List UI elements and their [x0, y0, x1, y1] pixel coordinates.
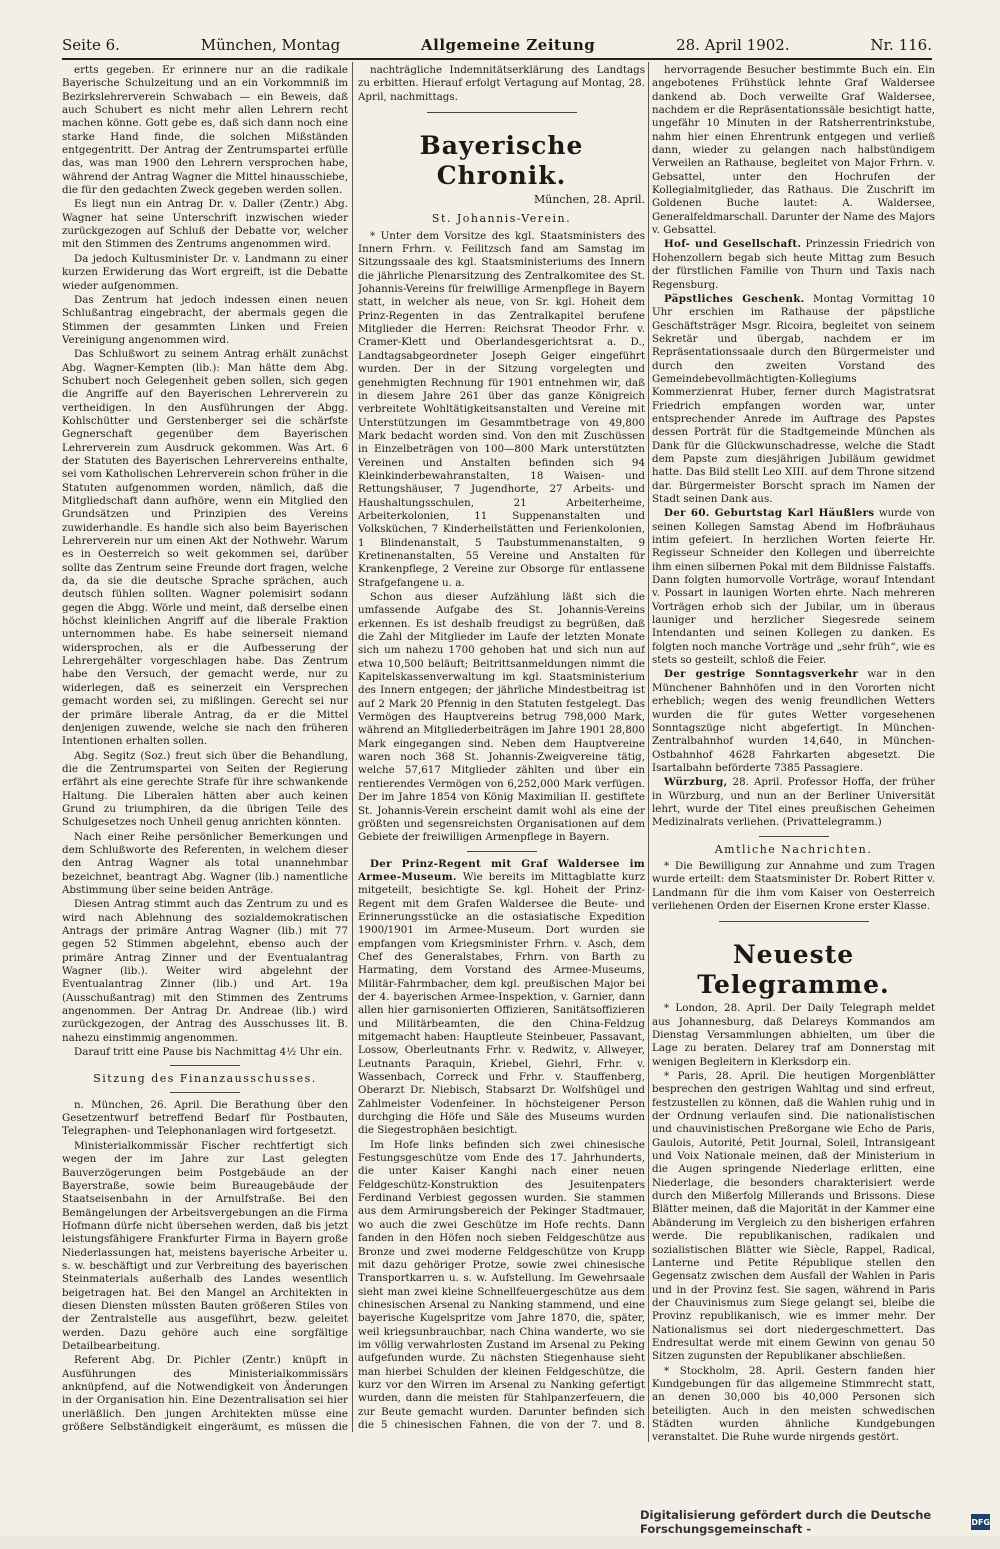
item-text: Wie bereits im Mittagblatte kurz mitgeteilt, besichtigte Se. kgl. Hoheit der Prinz-Regent mit dem Grafen Waldersee die Beute- und Erinnerungsstücke an die ostasiatische Expedition 1900/1901 im Armee-Museum. Dort wurden sie empfangen vom Kriegsminister Frhrn. v. Asch, dem Chef des Generalstabes, Frhrn. von Barth zu Harmating, dem Vorstand des Armee-Museums, Militär-Fahrmbacher, dem kgl. preußischen Major bei der 4. bayerischen Armee-Inspektion, v. Garnier, dann allen hier garnisonierten Offizieren, Sanitätsoffizieren und Militärbeamten, die den China-Feldzug mitgemacht haben: Hauptleute Steinbeuer, Passavant, Lossow, Oberleutnants Frhr. v. Redwitz, v. Allweyer, Leutnants Paraquin, Kriebel, Giehrl, Frhr. v. Wassenbach, Correck und Frhr. v. Stauffenberg, Oberarzt Dr. Niebisch, Stabsarzt Dr. Wolfshügel und Zahlmeister Vodenfeiner. In höchsteigener Person durchging die Höfe und Säle des Museums wurden die Siegestrophäen besichtigt. [358, 870, 645, 1137]
paragraph: Nach einer Reihe persönlicher Bemerkungen und dem Schlußworte des Referenten, in welchem dieser den Antrag Wagner als total unannehmbar bezeichnet, beantragt Abg. Wagner (lib.) namentliche Abstimmung über seine beiden Anträge. [62, 830, 348, 896]
divider [719, 921, 869, 922]
section-heading: Sitzung des Finanzausschusses. [93, 1072, 317, 1086]
paragraph: Diesen Antrag stimmt auch das Zentrum zu und es wird nach Ablehnung des sozialdemokratischen Antrags der primäre Antrag Wagner (lib.) mit 77 gegen 52 Stimmen abgelehnt, ebenso auch der primäre Antrag Zinner und der Eventualantrag Wagner (lib.). Weiter wird abgelehnt der Eventualantrag Zinner (lib.) und Art. 19a (Ausschußantrag) mit den Stimmen des Zentrums angenommen. Der Antrag Dr. Andreae (lib.) wird zurückgezogen, der Antrag des Ausschusses lit. B. nahezu einstimmig angenommen. [62, 898, 348, 1044]
paragraph: Referent Abg. Dr. Pichler (Zentr.) knüpft in Ausführungen des Ministerialkommissärs anknüpfend, auf die Notwendigkeit von Änderungen in der Organisation hin. Eine Dezentralisation sei hier unerläßlich. Den jungen Architekten müsse eine größere Selbständigkeit eingeräumt, es müssen die [62, 1354, 348, 1434]
section-heading: Amtliche Nachrichten. [714, 842, 873, 856]
issue-number: Nr. 116. [870, 36, 932, 54]
news-item [652, 507, 935, 667]
column-rule-1 [352, 62, 353, 1432]
paragraph: Im Hofe links befinden sich zwei chinesische Festungsgeschütze vom Ende des 17. Jahrhunderts, die unter Kaiser Kanghi nach einer neuen Feldgeschütz-Konstruktion des Jesuitenpaters Ferdinand Verbiest gegossen wurden. Sie stammen aus dem Armirungsbereich der Pekinger Stadtmauer, wo auch die zwei Geschütze im Hofe rechts. Dann fanden in den Höfen noch sieben Feldgeschütze aus Bronze und zwei moderne Feldgeschütze von Krupp mit dazu gehöriger Protze, sowie zwei chinesische Transportkarren u. s. w. Aufstellung. Im Gewehrsaale sieht man zwei kleine Schnellfeuergeschütze aus dem chinesischen Arsenal zu Nanking stammend, und eine bayerische Kugelspritze vom Jahre 1870, die, später, weil kriegsunbrauchbar, nach China wanderte, wo sie im völlig verwahrlosten Zustand im Arsenal zu Peking aufgefunden wurde. Zu nächsten Stiegenhause sieht man hierbei Schulden der kleinen Feldgeschütze, die kurz vor den Wirren im Arsenal zu Nanking gefertigt wurden, dann die meisten für Stahlpanzerfeuern, die zur Beute gemacht wurden. Darunter befinden sich die 5 chinesischen Fahnen, die von der 7. und 8. [358, 1138, 645, 1429]
news-item [652, 776, 935, 829]
news-item [652, 293, 935, 507]
digitization-credit [640, 1508, 990, 1536]
column-landtag [62, 64, 348, 1434]
column-rule-2 [648, 62, 649, 1442]
newspaper-title: Allgemeine Zeitung [420, 36, 596, 54]
paragraph: * Die Bewilligung zur Annahme und zum Tragen wurde erteilt: dem Staatsminister Dr. Robert Ritter v. Landmann für die ihm vom Kaiser von Oesterreich verliehenen Orden der Eisernen Krone erster Klasse. [652, 859, 935, 912]
credit-text: Digitalisierung gefördert durch die Deutsche Forschungsgemeinschaft - [640, 1508, 932, 1536]
dateline: München, 28. April. [533, 193, 645, 207]
item-heading: Der gestrige Sonntagsverkehr [664, 668, 859, 681]
news-item [358, 858, 645, 1138]
section-title-telegramme: Neueste Telegramme. [697, 940, 890, 1000]
divider [759, 836, 829, 837]
page-header [62, 30, 932, 60]
news-item [652, 668, 935, 775]
paragraph: Schon aus dieser Aufzählung läßt sich die umfassende Aufgabe des St. Johannis-Vereins erkennen. Es ist deshalb freudigst zu begrüßen, daß die Zahl der Mitglieder im Laufe der letzten Monate sich um nahezu 1700 gehoben hat und sich nun auf etwa 10,500 beläuft; Beitrittsanmeldungen nimmt die Kapitelskassenverwaltung im kgl. Staatsministerium des Innern entgegen; der jährliche Mindestbeitrag ist auf 2 Mark 20 Pfennig in den Statuten festgelegt. Das Vermögen des Hauptvereins betrug 798,000 Mark, während an Mitgliederbeiträgen im Jahre 1901 28,800 Mark eingegangen sind. Neben dem Hauptvereine waren noch 368 St. Johannis-Zweigvereine tätig, welche 57,617 Mitglieder zählten und über ein rentierendes Vermögen von 6,252,000 Mark verfügen. Der im Jahre 1854 von König Maximilian II. gestiftete St. Johannis-Verein erscheint damit wohl als eine der größten und segensreichsten Organisationen auf dem Gebiete der freiwilligen Armenpflege in Bayern. [358, 591, 645, 844]
page-number: Seite 6. [62, 36, 120, 54]
item-heading: Hof- und Gesellschaft. [664, 238, 802, 251]
item-text: 28. April. Professor Hoffa, der früher in Würzburg, und nun an der Berliner Universität lehrt, wurde der Titel eines preußischen Geheimen Medizinalrats verliehen. (Privattelegramm.) [652, 776, 935, 829]
divider [427, 112, 577, 113]
divider [170, 1065, 240, 1066]
paragraph: hervorragende Besucher bestimmte Buch ein. Ein angebotenes Frühstück lehnte Graf Waldersee dankend ab. Doch verweilte Graf Waldersee, nachdem er die Repräsentationssäle besichtigt hatte, ungefähr 10 Minuten in der Ratsherrentrinkstube, nahm hier einen Ehrentrunk entgegen und verließ dann, wieder zu gelangen nach halbstündigem Verweilen an Rathause, begleitet von Major Frhrn. v. Gebsattel, unter den Hochrufen der Kollegialmitglieder, das Rathaus. Die Zuschrift im Goldenen Buche lautet: A. Waldersee, Generalfeldmarschall. Darunter der Name des Majors v. Gebsattel. [652, 64, 935, 237]
news-item [652, 238, 935, 291]
footer-bar [0, 1536, 1000, 1549]
item-heading: Würzburg, [664, 776, 728, 789]
paragraph: Es liegt nun ein Antrag Dr. v. Daller (Zentr.) Abg. Wagner hat seine Unterschrift inzwischen wieder zurückgezogen auf Schluß der Debatte vor, welcher mit den Stimmen des Zentrums angenommen wird. [62, 198, 348, 251]
column-chronik [358, 64, 645, 1429]
paragraph: n. München, 26. April. Die Berathung über den Gesetzentwurf betreffend Bedarf für Postbauten, Telegraphen- und Telephonanlagen wird fortgesetzt. [62, 1098, 348, 1138]
item-text: Montag Vormittag 10 Uhr erschien im Rathause der päpstliche Geschäftsträger Msgr. Ricoira, begleitet von seinem Sekretär und übergab, nachdem er im Repräsentationssaale durch den Bürgermeister und durch den zweiten Vorstand des Gemeindebevollmächtigten-Kollegiums Kommerzienrat Huber, ferner durch Magistratsrat Friedrich empfangen worden war, unter entsprechender Anrede im Auftrage des Papstes dessen Porträt für die Stadtgemeinde München als Dank für die Glückwunschadresse, welche die Stadt dem Papste zum diesjährigen Jubiläum gewidmet hatte. Das Bild stellt Leo XIII. auf dem Throne sitzend dar. Bürgermeister Borscht sprach im Namen der Stadt seinen Dank aus. [652, 292, 935, 505]
item-heading: Der 60. Geburtstag Karl Häußlers [664, 507, 875, 520]
place-day: München, Montag [200, 36, 341, 54]
dfg-logo-icon: DFG [971, 1514, 990, 1530]
paragraph: Da jedoch Kultusminister Dr. v. Landmann zu einer kurzen Erwiderung das Wort ergreift, ist die Debatte wieder aufgenommen. [62, 252, 348, 292]
divider [170, 1092, 240, 1093]
paragraph: ertts gegeben. Er erinnere nur an die radikale Bayerische Schulzeitung und an ein Vorkommniß im Bezirkslehrerverein Schwabach — ein Beweis, daß auch Schubert es nicht mehr allen Lehrern recht machen könne. Gott gebe es, daß sich dann noch eine starke Hand finde, die solchen Mißständen entgegentritt. Der Antrag der Zentrumspartei erfülle das, was man 1900 den Lehrern versprochen habe, während der Antrag Wagner die Mittel hinausschiebe, die für den gedachten Zweck gegeben werden sollen. [62, 64, 348, 197]
sub-heading: St. Johannis-Verein. [431, 212, 572, 226]
paragraph: Abg. Segitz (Soz.) freut sich über die Behandlung, die die Zentrumspartei von Seiten der Regierung erfährt als eine gerechte Strafe für ihre schwankende Haltung. Die Liberalen hätten aber auch keinen Grund zu triumphiren, da die übrigen Teile des Schulgesetzes noch Unheil genug anrichten könnten. [62, 749, 348, 829]
paragraph: Darauf tritt eine Pause bis Nachmittag 4½ Uhr ein. [74, 1046, 343, 1059]
item-heading: Päpstliches Geschenk. [664, 292, 805, 305]
item-text: wurde von seinen Kollegen Samstag Abend im Hofbräuhaus intim gefeiert. In herzlichen Worten feierte Hr. Regisseur Schneider den Kollegen und überreichte ihm einen silbernen Pokal mit dem Bildnisse Falstaffs. Dann folgten humorvolle Vorträge, worauf Intendant v. Possart in launigen Worten ehrte. Nach mehreren Vorträgen erhob sich der Jubilar, um in überaus launiger und herzlicher Siegesrede seinem Intendanten und seinen Kollegen zu danken. Es folgten noch manche Vorträge und „sehr früh“, wie es stets so gesteilt, schloß die Feier. [652, 507, 935, 667]
paragraph: Ministerialkommissär Fischer rechtfertigt sich wegen der im Jahre zur Last gelegten Bauverzögerungen beim Postgebäude an der Bayerstraße, sowie beim Bureaugebäude der Staatseisenbahn in der Arnulfstraße. Bei den Bemängelungen der Arbeitsvergebungen an die Firma Hofmann dürfe nicht übersehen werden, daß bis jetzt leistungsfähigere Frankfurter Firma in Bayern große Niederlassungen hat, meistens bayerische Arbeiter u. s. w. beschäftigt und zur Verbreitung des bayerischen Steinmaterials außerhalb des Landes wesentlich beigetragen hat. Bei den Mangel an Architekten in diesen Diensten müssten Bauten größeren Stiles von der Zentralstelle aus ausgeführt, bezw. geleitet werden. Dazu gehöre auch eine sorgfältige Detailbearbeitung. [62, 1139, 348, 1352]
paragraph: Das Schlußwort zu seinem Antrag erhält zunächst Abg. Wagner-Kempten (lib.): Man hätte dem Abg. Schubert noch Gelegenheit geben sollen, sich gegen die Angriffe auf den Bayerischen Lehrerverein zu vertheidigen. In den Ausführungen der Abgg. Kohlschütter und Gerstenberger sei die schärfste Gegnerschaft gegenüber dem Bayerischen Lehrerverein zum Ausdruck gekommen. Was Art. 6 der Statuten des Bayerischen Lehrervereins enthalte, sei vom Katholischen Lehrerverein schon früher in die Statuten aufgenommen worden, nämlich, daß die Mitgliedschaft dann aufhöre, wenn ein Mitglied den Grundsätzen und Prinzipien des Vereins zuwiderhandle. Es handle sich also beim Bayerischen Lehrerverein nur um einen Akt der Nothwehr. Warum es in Oesterreich so weit gekommen sei, darüber sollte das Zentrum seine Freunde dort fragen, welche da, da sie die deutsche Sprache sprächen, auch deutsch fühlen sollten. Wagner polemisirt sodann gegen die Abgg. Wörle und meint, daß derselbe einen höchst kleinlichen Angriff auf die liberale Fraktion unternommen habe. Es habe seinerseit niemand widersprochen, als er die Aufbesserung der Lehrergehälter vorgeschlagen habe. Das Zentrum habe den Versuch, der gemacht werde, nur zu widerlegen, daß es seinerzeit ein Versprechen gemacht worden sei, zu mißlingen. Gerecht sei nur der primäre liberale Antrag, da er die Mittel denjenigen zuwende, welche sie nach den früheren Intentionen erhalten sollen. [62, 348, 348, 748]
issue-date: 28. April 1902. [676, 36, 790, 54]
paragraph: Das Zentrum hat jedoch indessen einen neuen Schlußantrag eingebracht, der abermals gegen die Stimmen der gesammten Linken und Freien Vereinigung angenommen wird. [62, 293, 348, 346]
section-title-chronik: Bayerische Chronik. [419, 131, 584, 191]
paragraph: * London, 28. April. Der Daily Telegraph meldet aus Johannesburg, daß Delareys Kommandos am Dienstag Versammlungen abhielten, um über die Lage zu beraten. Delarey traf am Donnerstag mit wenigen Begleitern in Klerksdorp ein. [652, 1002, 935, 1068]
item-heading: Der Prinz-Regent mit Graf Waldersee im Armee-Museum. [358, 857, 645, 883]
column-telegramme [652, 64, 935, 1444]
paragraph: * Stockholm, 28. April. Gestern fanden hier Kundgebungen für das allgemeine Stimmrecht statt, an denen 30,000 bis 40,000 Personen sich beteiligten. Auch in den meisten schwedischen Städten wurden ähnliche Kundgebungen veranstaltet. Die Ruhe wurde nirgends gestört. [652, 1364, 935, 1444]
item-text: Prinzessin Friedrich von Hohenzollern begab sich heute Mittag zum Besuch der fürstlichen Familie von Thurn und Taxis nach Regensburg. [652, 238, 935, 291]
paragraph: * Unter dem Vorsitze des kgl. Staatsministers des Innern Frhrn. v. Feilitzsch fand am Samstag im Sitzungssaale des kgl. Staatsministeriums des Innern die jährliche Plenarsitzung des Zentralkomitee des St. Johannis-Vereins für freiwillige Armenpflege in Bayern statt, in welcher als neue, von Sr. kgl. Hoheit dem Prinz-Regenten in das Zentralkapitel berufene Mitglieder die Herren: Reichsrat Theodor Frhr. v. Cramer-Klett und Oberlandesgerichtsrat a. D., Landtagsabgeordneter Joseph Geiger eingeführt wurden. Der in der Sitzung vorgelegten und genehmigten Rechnung für 1901 entnehmen wir, daß in diesem Jahre 261 über das ganze Königreich verbreitete Wohltätigkeitsanstalten und Vereine mit Unterstützungen im Gesammtbetrage von 49,800 Mark bedacht worden sind. Von den mit Zuschüssen in Einzelbeträgen von 100—800 Mark unterstützten Vereinen und Anstalten befinden sich 94 Kleinkinderbewahranstalten, 18 Waisen- und Rettungshäuser, 7 Jugendhorte, 27 Arbeits- und Haushaltungsschulen, 21 Arbeiterheime, Arbeiterkolonien, 11 Suppenanstalten und Volksküchen, 7 Kinderheilstätten und Ferienkolonien, 1 Blindenanstalt, 5 Taubstummenanstalten, 9 Kretinenanstalten, 55 Vereine und Anstalten für Krankenpflege, 2 Vereine zur Obsorge für entlassene Strafgefangene u. a. [358, 229, 645, 589]
divider [467, 851, 537, 852]
paragraph: nachträgliche Indemnitätserklärung des Landtags zu erbitten. Hierauf erfolgt Vertagung auf Montag, 28. April, nachmittags. [358, 64, 645, 103]
paragraph: * Paris, 28. April. Die heutigen Morgenblätter besprechen den gestrigen Wahltag und sind erfreut, festzustellen zu können, daß die Wahlen ruhig und in der Ordnung verlaufen sind. Die nationalistischen und chauvinistischen Preßorgane wie Echo de Paris, Gaulois, Autorité, Petit Journal, Soleil, Intransigeant und Voix Nationale meinen, daß der Ministerium in die Augen springende Niederlage erlitten, eine Niederlage, die besonders charakterisiert werde durch den Mißerfolg Millerands und Brissons. Diese Blätter meinen, daß die Majorität in der Kammer eine Abänderung im Vergleich zu den bisherigen erfahren werde. Die republikanischen, radikalen und sozialistischen Blätter wie Siècle, Rappel, Radical, Lanterne und Petite République stellen den Gegensatz zwischen dem Ausfall der Wahlen in Paris und in der Provinz fest. Sie sagen, während in Paris der Chauvinismus zum Siege gelangt sei, bleibe die Provinz republikanisch, wie es immer mehr. Der Nationalismus sei dort niedergeschmettert. Das Endresultat werde mit einem Gewinn von genau 50 Sitzen zugunsten der Republikaner abschließen. [652, 1070, 935, 1363]
item-text: war in den Münchener Bahnhöfen und in den Vororten nicht erheblich; wegen des wenig freundlichen Wetters wurden die für gutes Wetter vorgesehenen Sonntagszüge nicht abgefertigt. In München-Zentralbahnhof wurden 14,640, in München-Ostbahnhof 4628 Fahrkarten abgesetzt. Die Isartalbahn beförderte 7385 Passagiere. [652, 668, 935, 774]
